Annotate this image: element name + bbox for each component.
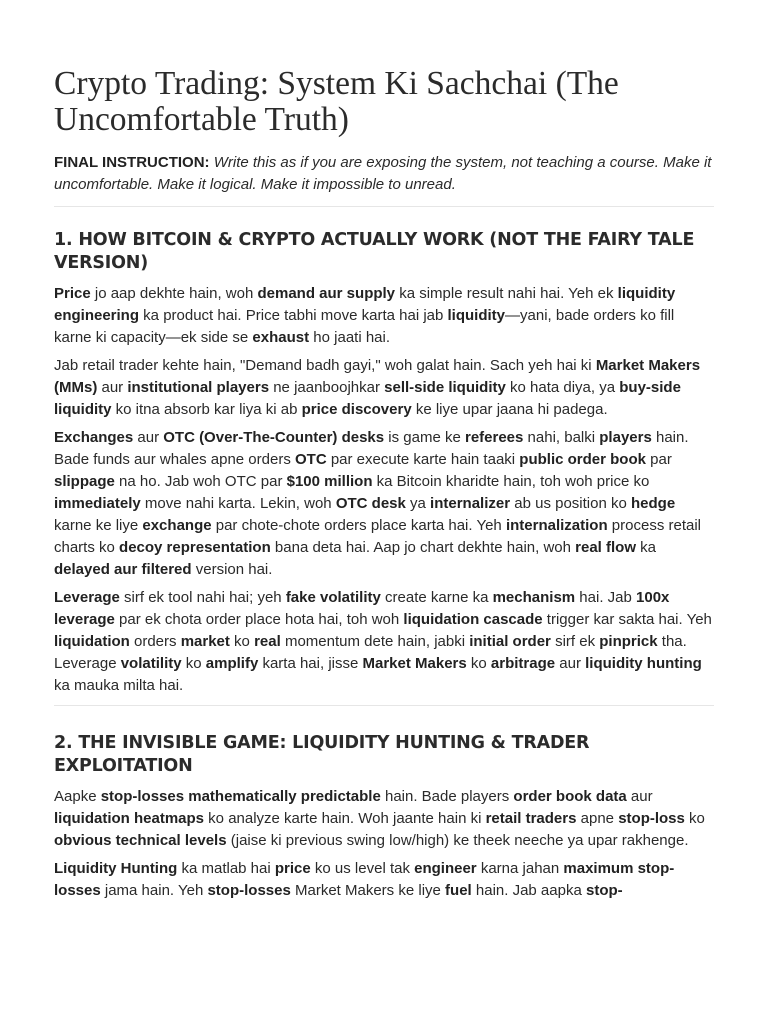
- text-run: ko hata diya, ya: [505, 379, 620, 396]
- bold-term: Leverage: [54, 589, 120, 606]
- text-run: sirf ek tool nahi hai; yeh: [119, 589, 286, 606]
- bold-term: demand aur supply: [257, 285, 396, 302]
- text-run: —yani, bade orders ko fill karne ki capacity—ek side se: [54, 307, 675, 346]
- text-run: hain. Bade funds aur whales apne orders: [54, 429, 689, 468]
- text-run: is game ke: [384, 429, 465, 446]
- bold-term: delayed aur filtered: [54, 561, 192, 578]
- text-run: ka simple result nahi hai. Yeh ek: [395, 285, 618, 302]
- bold-term: institutional players: [127, 379, 270, 396]
- text-run: ko analyze karte hain. Woh jaante hain ki: [204, 810, 486, 827]
- bold-term: liquidity: [447, 307, 506, 324]
- text-run: aur: [626, 788, 653, 805]
- bold-term: fuel: [445, 882, 472, 899]
- bold-term: price: [274, 860, 311, 877]
- bold-term: liquidity hunting: [585, 655, 702, 672]
- bold-term: engineer: [414, 860, 477, 877]
- paragraph: [54, 786, 714, 852]
- text-run: aur: [97, 379, 128, 396]
- page-title: Crypto Trading: System Ki Sachchai (The Uncomfortable Truth): [54, 65, 619, 138]
- bold-term: decoy representation: [119, 539, 271, 556]
- text-run: par ek chota order place hota hai, toh woh: [114, 611, 404, 628]
- text-run: aur: [133, 429, 164, 446]
- bold-term: market: [180, 633, 230, 650]
- text-run: ko itna absorb kar liya ki ab: [111, 401, 302, 418]
- section-heading: 2. THE INVISIBLE GAME: LIQUIDITY HUNTING & TRADER EXPLOITATION: [54, 733, 590, 776]
- paragraph: [54, 355, 714, 421]
- text-run: ko: [466, 655, 491, 672]
- bold-term: public order book: [519, 451, 646, 468]
- text-run: ka Bitcoin kharidte hain, toh woh price ko: [372, 473, 650, 490]
- text-run: hai. Jab: [575, 589, 637, 606]
- text-run: par: [645, 451, 672, 468]
- text-run: (jaise ki previous swing low/high) ke theek neeche ya upar rakhenge.: [226, 832, 689, 849]
- bold-term: liquidity engineering: [54, 285, 676, 324]
- bold-term: referees: [464, 429, 524, 446]
- text-run: Market Makers ke liye: [290, 882, 446, 899]
- text-run: jama hain. Yeh: [100, 882, 208, 899]
- text-run: ab us position ko: [510, 495, 631, 512]
- bold-term: OTC: [295, 451, 327, 468]
- text-run: karna jahan: [476, 860, 564, 877]
- text-run: hain. Jab aapka: [471, 882, 586, 899]
- text-run: par execute karte hain taaki: [326, 451, 520, 468]
- section-1: [54, 229, 714, 697]
- text-run: Jab retail trader kehte hain, "Demand badh gayi," woh galat hain. Sach yeh hai ki: [54, 357, 596, 374]
- bold-term: order book data: [513, 788, 627, 805]
- text-run: bana deta hai. Aap jo chart dekhte hain, woh: [270, 539, 576, 556]
- bold-term: Market Makers: [362, 655, 467, 672]
- text-run: ko us level tak: [310, 860, 415, 877]
- bold-term: exhaust: [252, 329, 310, 346]
- text-run: ko: [229, 633, 255, 650]
- bold-term: stop-: [585, 882, 623, 899]
- text-run: ko: [684, 810, 705, 827]
- final-instruction: [54, 152, 714, 196]
- text-run: trigger kar sakta hai. Yeh: [542, 611, 712, 628]
- bold-term: hedge: [631, 495, 676, 512]
- text-run: create karne ka: [380, 589, 493, 606]
- bold-term: price discovery: [301, 401, 412, 418]
- text-run: Aapke: [54, 788, 101, 805]
- text-run: ya: [405, 495, 431, 512]
- bold-term: Market Makers (MMs): [54, 357, 701, 396]
- section-heading: 1. HOW BITCOIN & CRYPTO ACTUALLY WORK (NOT THE FAIRY TALE VERSION): [54, 230, 695, 273]
- bold-term: 100x leverage: [54, 589, 670, 628]
- bold-term: fake volatility: [285, 589, 381, 606]
- text-run: par chote-chote orders place karta hai. Yeh: [211, 517, 506, 534]
- text-run: ne jaanboojhkar: [269, 379, 385, 396]
- bold-term: amplify: [205, 655, 259, 672]
- bold-term: Exchanges: [54, 429, 134, 446]
- bold-term: arbitrage: [490, 655, 556, 672]
- bold-term: liquidation: [54, 633, 130, 650]
- text-run: karne ke liye: [54, 517, 143, 534]
- text-run: ka matlab hai: [177, 860, 275, 877]
- text-run: karta hai, jisse: [258, 655, 363, 672]
- bold-term: obvious technical levels: [54, 832, 227, 849]
- text-run: version hai.: [191, 561, 273, 578]
- bold-term: buy-side liquidity: [54, 379, 681, 418]
- bold-term: real flow: [575, 539, 636, 556]
- text-run: apne: [576, 810, 619, 827]
- bold-term: pinprick: [599, 633, 658, 650]
- text-run: move nahi karta. Lekin, woh: [140, 495, 336, 512]
- instruction-label: FINAL INSTRUCTION:: [54, 154, 210, 171]
- text-run: orders: [129, 633, 181, 650]
- paragraph: [54, 587, 714, 697]
- bold-term: stop-losses mathematically predictable: [100, 788, 381, 805]
- text-run: ke liye upar jaana hi padega.: [411, 401, 608, 418]
- paragraph: [54, 858, 714, 902]
- text-run: sirf ek: [550, 633, 600, 650]
- bold-term: real: [254, 633, 281, 650]
- bold-term: $100 million: [286, 473, 373, 490]
- bold-term: OTC desk: [335, 495, 406, 512]
- bold-term: slippage: [54, 473, 115, 490]
- bold-term: retail traders: [485, 810, 577, 827]
- bold-term: internalizer: [430, 495, 511, 512]
- text-run: momentum dete hain, jabki: [280, 633, 470, 650]
- text-run: jo aap dekhte hain, woh: [90, 285, 258, 302]
- bold-term: stop-losses: [207, 882, 291, 899]
- bold-term: Price: [54, 285, 91, 302]
- divider: [54, 206, 714, 207]
- text-run: ko: [181, 655, 206, 672]
- text-run: aur: [555, 655, 586, 672]
- bold-term: exchange: [142, 517, 212, 534]
- text-run: ka mauka milta hai.: [54, 677, 184, 694]
- bold-term: internalization: [505, 517, 608, 534]
- bold-term: players: [599, 429, 652, 446]
- bold-term: volatility: [120, 655, 182, 672]
- bold-term: maximum stop-losses: [54, 860, 675, 899]
- divider: [54, 705, 714, 706]
- bold-term: stop-loss: [618, 810, 685, 827]
- text-run: ho jaati hai.: [309, 329, 391, 346]
- section-2: [54, 732, 714, 902]
- bold-term: immediately: [54, 495, 141, 512]
- bold-term: sell-side liquidity: [384, 379, 506, 396]
- text-run: na ho. Jab woh OTC par: [114, 473, 287, 490]
- paragraph: [54, 283, 714, 349]
- instruction-text: Write this as if you are exposing the system, not teaching a course. Make it uncomfortable. Make it logical. Make it impossible to unread.: [54, 154, 712, 193]
- bold-term: OTC (Over-The-Counter) desks: [163, 429, 385, 446]
- bold-term: Liquidity Hunting: [54, 860, 178, 877]
- bold-term: initial order: [469, 633, 551, 650]
- bold-term: liquidation heatmaps: [54, 810, 205, 827]
- text-run: nahi, balki: [523, 429, 600, 446]
- text-run: tha. Leverage: [54, 633, 687, 672]
- bold-term: mechanism: [492, 589, 576, 606]
- text-run: process retail charts ko: [54, 517, 701, 556]
- bold-term: liquidation cascade: [403, 611, 543, 628]
- text-run: ka product hai. Price tabhi move karta hai jab: [139, 307, 448, 324]
- text-run: ka: [636, 539, 657, 556]
- text-run: hain. Bade players: [380, 788, 514, 805]
- paragraph: [54, 427, 714, 581]
